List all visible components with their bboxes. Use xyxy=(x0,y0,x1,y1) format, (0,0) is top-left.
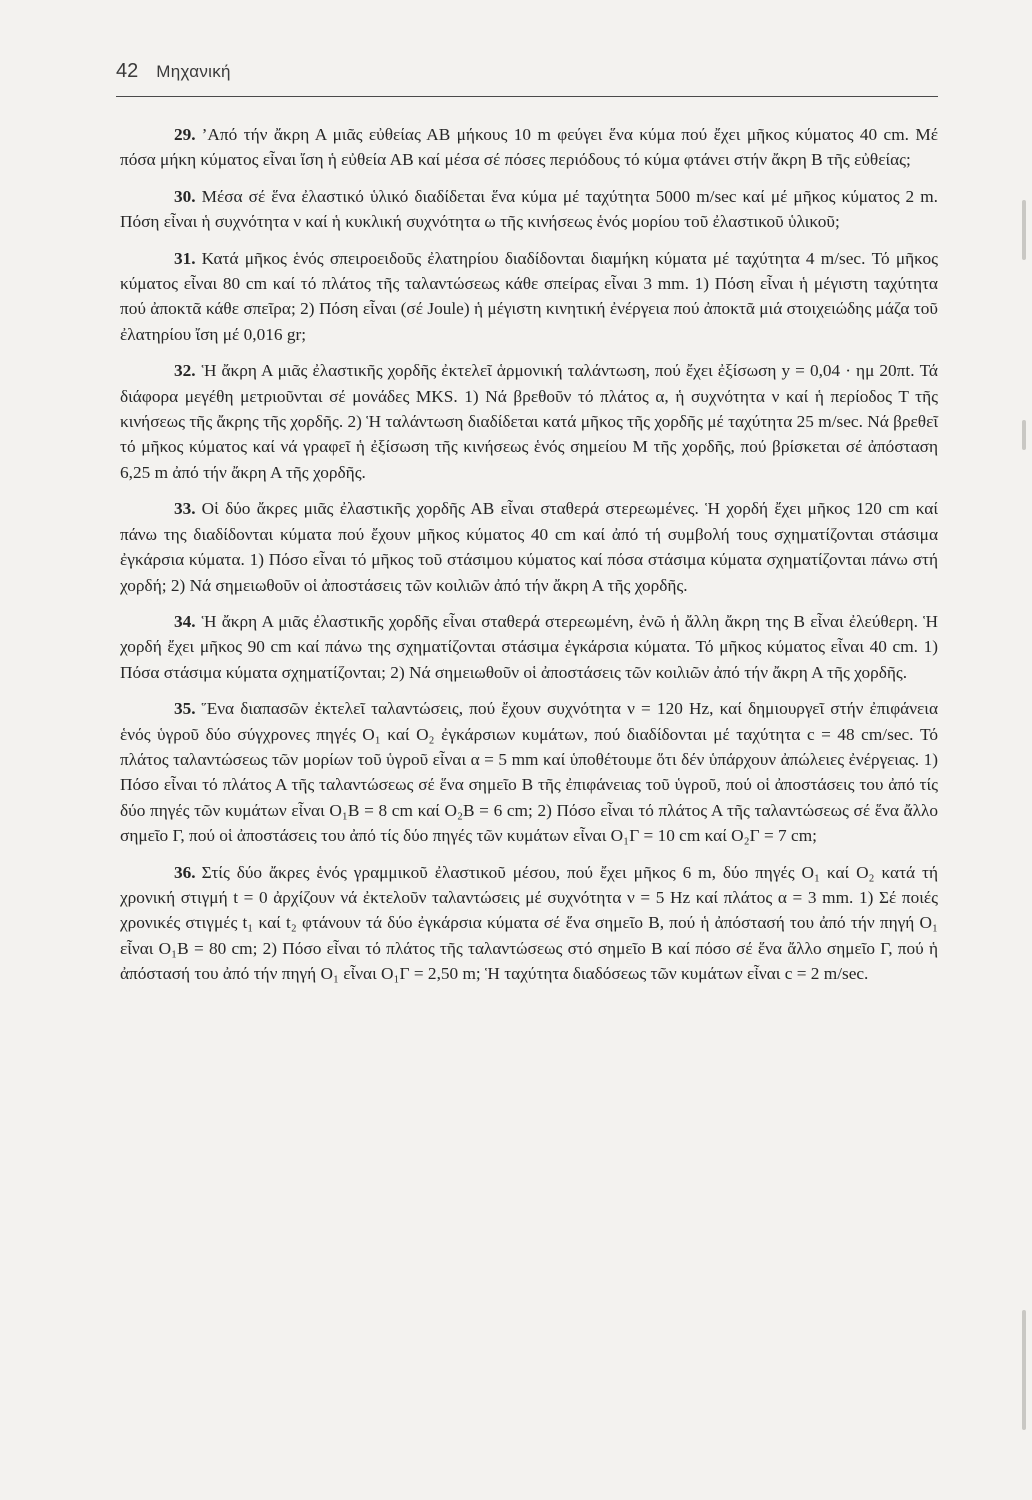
problem-35 xyxy=(120,696,938,848)
page-number: 42 xyxy=(116,60,139,82)
problem-text: Οἱ δύο ἄκρες μιᾶς ἐλαστικῆς χορδῆς ΑΒ εἶναι σταθερά στερεωμένες. Ἡ χορδή ἔχει μῆκος 120 cm καί πάνω της διαδίδονται κύματα πού ἔχουν μῆκος κύματος 40 cm καί ἀπό τή συμβολή τους σχηματίζονται στάσιμα ἐγκάρσια κύματα. 1) Πόσο εἶναι τό μῆκος τοῦ στάσιμου κύματος καί πόσα στάσιμα κύματα σχηματίζονται πάνω στή χορδή; 2) Νά σημειωθοῦν οἱ ἀποστάσεις τῶν κοιλιῶν ἀπό τήν ἄκρη Α τῆς χορδῆς. xyxy=(120,499,938,595)
problem-text: Μέσα σέ ἕνα ἐλαστικό ὑλικό διαδίδεται ἕνα κύμα μέ ταχύτητα 5000 m/sec καί μέ μῆκος κύματος 2 m. Πόση εἶναι ἡ συχνότητα ν καί ἡ κυκλική συχνότητα ω τῆς κινήσεως ἑνός μορίου τοῦ ἐλαστικοῦ ὑλικοῦ; xyxy=(120,186,938,232)
problem-text: Ἡ ἄκρη Α μιᾶς ἐλαστικῆς χορδῆς εἶναι σταθερά στερεωμένη, ἐνῶ ἡ ἄλλη ἄκρη της Β εἶναι ἐλεύθερη. Ἡ χορδή ἔχει μῆκος 90 cm καί πάνω της σχηματίζονται στάσιμα ἐγκάρσια κύματα. Τό μῆκος κύματος εἶναι 40 cm. 1) Πόσα στάσιμα κύματα σχηματίζονται; 2) Νά σημειωθοῦν οἱ ἀποστάσεις τῶν κοιλιῶν ἀπό τήν ἄκρη Α τῆς χορδῆς. xyxy=(120,611,938,682)
problem-number: 34. xyxy=(174,611,196,631)
problem-30 xyxy=(120,184,938,235)
problem-number: 30. xyxy=(174,186,196,206)
page-edge-shadow xyxy=(1022,420,1026,450)
problem-number: 35. xyxy=(174,699,196,719)
problem-36 xyxy=(120,860,938,987)
problem-text: Κατά μῆκος ἑνός σπειροειδοῦς ἐλατηρίου διαδίδονται διαμήκη κύματα μέ ταχύτητα 4 m/sec. Τό μῆκος κύματος εἶναι 80 cm καί τό πλάτος τῆς ταλαντώσεως κάθε σπείρας εἶναι 3 mm. 1) Πόση εἶναι ἡ μέγιστη ταχύτητα πού ἀποκτᾶ κάθε σπεῖρα; 2) Πόση εἶναι (σέ Joule) ἡ μέγιστη κινητική ἐνέργεια πού ἀποκτᾶ μιά στοιχειώδης μάζα τοῦ ἐλατηρίου ἴση μέ 0,016 gr; xyxy=(120,248,938,344)
page-edge-shadow xyxy=(1022,1310,1026,1430)
problem-text: Ἕνα διαπασῶν ἐκτελεῖ ταλαντώσεις, πού ἔχουν συχνότητα ν = 120 Hz, καί δημιουργεῖ στήν ἐπιφάνεια ἑνός ὑγροῦ δύο σύγχρονες πηγές O₁ καί O₂ ἐγκάρσιων κυμάτων, πού διαδίδονται μέ ταχύτητα c = 48 cm/sec. Τό πλάτος ταλαντώσεως τῶν μορίων τοῦ ὑγροῦ εἶναι α = 5 mm καί ὑποθέτουμε ὅτι δέν ὑπάρχουν ἀπώλειες ἐνέργειας. 1) Πόσο εἶναι τό πλάτος Α τῆς ταλαντώσεως σέ ἕνα σημεῖο Β τῆς ἐπιφάνειας τοῦ ὑγροῦ, πού οἱ ἀποστάσεις του ἀπό τίς δύο πηγές τῶν κυμάτων εἶναι O₁B = 8 cm καί O₂B = 6 cm; 2) Πόσο εἶναι τό πλάτος Α τῆς ταλαντώσεως σέ ἕνα ἄλλο σημεῖο Γ, πού οἱ ἀποστάσεις του ἀπό τίς δύο πηγές τῶν κυμάτων εἶναι O₁Γ = 10 cm καί O₂Γ = 7 cm; xyxy=(120,699,938,846)
problem-number: 31. xyxy=(174,248,196,268)
problem-number: 32. xyxy=(174,361,196,381)
problem-33 xyxy=(120,496,938,598)
problem-text: Ἡ ἄκρη Α μιᾶς ἐλαστικῆς χορδῆς ἐκτελεῖ ἁρμονική ταλάντωση, πού ἔχει ἐξίσωση y = 0,04 · ημ 20πt. Τά διάφορα μεγέθη μετριοῦνται σέ μονάδες MKS. 1) Νά βρεθοῦν τό πλάτος α, ἡ συχνότητα ν καί ἡ περίοδος Τ τῆς κινήσεως τῆς ἄκρης τῆς χορδῆς. 2) Ἡ ταλάντωση διαδίδεται κατά μῆκος τῆς χορδῆς μέ ταχύτητα 25 m/sec. Νά βρεθεῖ τό μῆκος κύματος καί νά γραφεῖ ἡ ἐξίσωση τῆς κινήσεως ἑνός σημείου Μ τῆς χορδῆς, πού βρίσκεται σέ ἀπόσταση 6,25 m ἀπό τήν ἄκρη Α τῆς χορδῆς. xyxy=(120,361,938,482)
page-edge-shadow xyxy=(1022,200,1026,260)
problem-number: 29. xyxy=(174,125,196,144)
page-header xyxy=(116,60,936,94)
problem-32 xyxy=(120,358,938,485)
problem-list xyxy=(120,122,938,998)
running-title: Μηχανική xyxy=(156,62,231,81)
problem-31 xyxy=(120,246,938,348)
problem-34 xyxy=(120,609,938,685)
problem-number: 36. xyxy=(174,862,196,882)
problem-text: ’Από τήν ἄκρη Α μιᾶς εὐθείας ΑΒ μήκους 10 m φεύγει ἕνα κύμα πού ἔχει μῆκος κύματος 40 cm. Μέ πόσα μήκη κύματος εἶναι ἴση ἡ εὐθεία ΑΒ καί μέσα σέ πόσες περιόδους τό κύμα φτάνει στήν ἄκρη Β τῆς εὐθείας; xyxy=(120,125,938,170)
problem-number: 33. xyxy=(174,499,196,519)
problem-29 xyxy=(120,122,938,173)
header-rule xyxy=(116,96,938,97)
problem-text: Στίς δύο ἄκρες ἑνός γραμμικοῦ ἐλαστικοῦ μέσου, πού ἔχει μῆκος 6 m, δύο πηγές O₁ καί O₂ κατά τή χρονική στιγμή t = 0 ἀρχίζουν νά ἐκτελοῦν ταλαντώσεις μέ συχνότητα ν = 5 Hz καί πλάτος α = 3 mm. 1) Σέ ποιές χρονικές στιγμές t₁ καί t₂ φτάνουν τά δύο ἐγκάρσια κύματα σέ ἕνα σημεῖο Β, πού ἡ ἀπόστασή του ἀπό τήν πηγή O₁ εἶναι O₁B = 80 cm; 2) Πόσο εἶναι τό πλάτος τῆς ταλαντώσεως στό σημεῖο Β καί πόσο σέ ἕνα ἄλλο σημεῖο Γ, πού ἡ ἀπόστασή του ἀπό τήν πηγή O₁ εἶναι O₁Γ = 2,50 m; Ἡ ταχύτητα διαδόσεως τῶν κυμάτων εἶναι c = 2 m/sec. xyxy=(120,862,938,984)
